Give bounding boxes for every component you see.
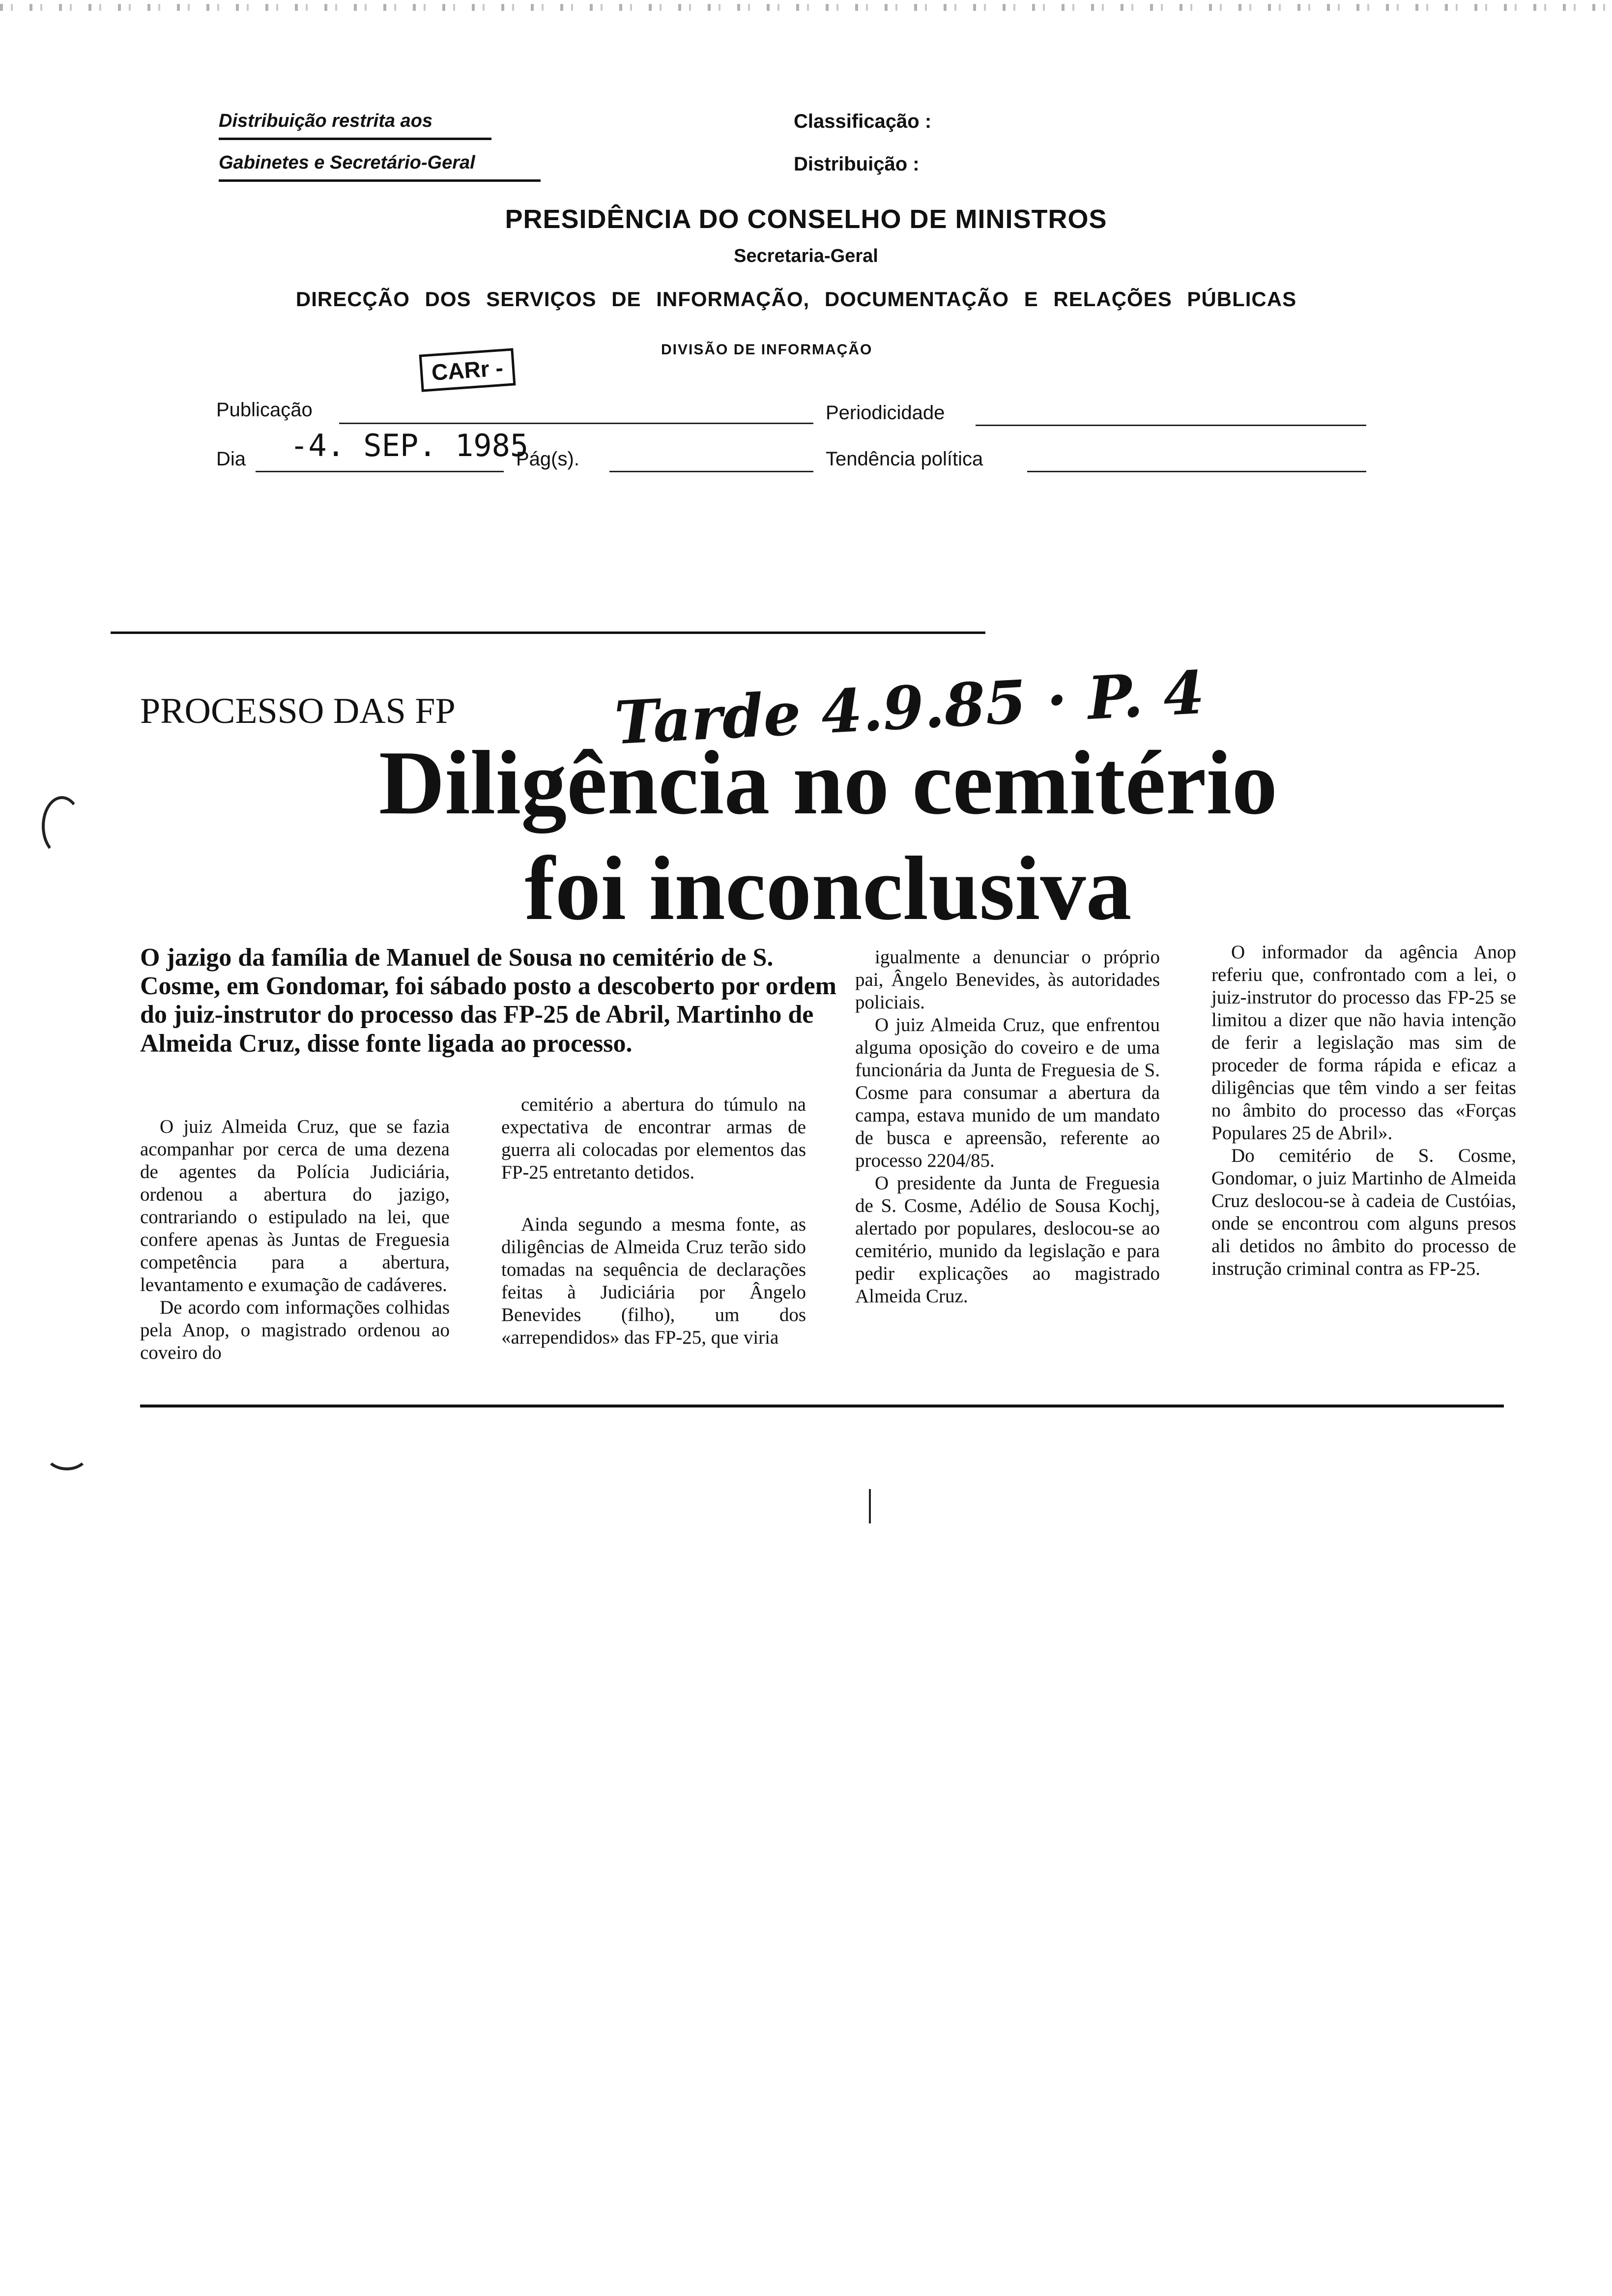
pages-field-line [609,471,813,472]
clipping-bottom-rule [140,1405,1504,1407]
headline-line2: foi inconclusiva [524,838,1132,939]
scan-noise [0,4,1612,11]
article-lead: O jazigo da família de Manuel de Sousa no cemitério de S. Cosme, em Gondomar, foi sábado posto a descoberto por ordem do juiz-instrutor do processo das FP-25 de Abril, Martinho de Almeida Cruz, disse fonte ligada ao processo. [140,944,836,1058]
scan-artifact-tick [869,1489,871,1523]
column-3-paragraph-2: O juiz Almeida Cruz, que enfrentou alguma oposição do coveiro e de uma funcionária da Junta de Freguesia de S. Cosme para consumar a abertura da campa, estava munido de um mandato de busca e apreensão, referente ao processo 2204/85. [855,1014,1160,1172]
column-2-paragraph-1: cemitério a abertura do túmulo na expectativa de encontrar armas de guerra ali colocadas por elementos das FP-25 entretanto detidos. [501,1094,806,1183]
article-column-1 [140,1116,450,1364]
division-label: DIVISÃO DE INFORMAÇÃO [661,342,873,358]
political-tendency-field-line [1027,471,1366,472]
article-column-2 [501,1093,806,1349]
restricted-distribution-line2: Gabinetes e Secretário-Geral [219,152,475,173]
column-3-paragraph-3: O presidente da Junta de Freguesia de S. Cosme, Adélio de Sousa Kochj, alertado por populares, deslocou-se ao cemitério, munido da legislação e para pedir explicações ao magistrado Almeida Cruz. [855,1173,1160,1307]
pages-label: Pág(s). [516,448,579,470]
distribution-label: Distribuição : [794,153,920,175]
handwritten-source-note: Tarde 4.9.85 · P. 4 [613,658,1206,758]
clipping-top-rule [111,631,985,634]
day-value: -4. SEP. 1985 [290,428,529,463]
political-tendency-label: Tendência política [826,448,983,470]
punch-hole-mark-lower [44,1435,89,1470]
org-subtitle: Secretaria-Geral [734,246,878,266]
article-column-4 [1211,941,1516,1280]
column-1-paragraph-1: O juiz Almeida Cruz, que se fazia acompanhar por cerca de uma dezena de agentes da Polícia Judiciária, ordenou a abertura do jazigo, contrariando o estipulado na lei, que confere apenas às Juntas de Freguesia competência para a abertura, levantamento e exumação de cadáveres. [140,1116,450,1296]
punch-hole-mark-upper [42,796,82,856]
day-field-line [256,471,504,472]
publication-field-line [339,423,813,424]
headline-line1: Diligência no cemitério [378,732,1278,833]
publication-stamp: CARr - [419,348,516,392]
day-label: Dia [216,448,246,470]
restricted-underline-2 [219,179,541,182]
article-column-3 [855,946,1160,1308]
restricted-underline [219,138,491,140]
column-3-paragraph-1: igualmente a denunciar o próprio pai, Ângelo Benevides, às autoridades policiais. [855,947,1160,1013]
restricted-distribution-line1: Distribuição restrita aos [219,111,433,131]
periodicity-field-line [976,425,1366,426]
classification-label: Classificação : [794,111,932,132]
column-1-paragraph-2: De acordo com informações colhidas pela Anop, o magistrado ordenou ao coveiro do [140,1297,450,1364]
directorate-line: DIRECÇÃO DOS SERVIÇOS DE INFORMAÇÃO, DOCUMENTAÇÃO E RELAÇÕES PÚBLICAS [295,287,1297,311]
periodicity-label: Periodicidade [826,402,945,424]
article-kicker: PROCESSO DAS FP [140,691,456,731]
column-2-paragraph-2: Ainda segundo a mesma fonte, as diligências de Almeida Cruz terão sido tomadas na sequência de declarações feitas à Judiciária por Ângelo Benevides (filho), um dos «arrependidos» das FP-25, que viria [501,1214,806,1349]
column-4-paragraph-1: O informador da agência Anop referiu que, confrontado com a lei, o juiz-instrutor do processo das FP-25 se limitou a dizer que não havia intenção de ferir a legislação mas sim de proceder de forma rápida e eficaz a diligências que têm vindo a ser feitas no âmbito do processo das «Forças Populares 25 de Abril». [1211,942,1516,1144]
publication-label: Publicação [216,399,313,421]
column-4-paragraph-2: Do cemitério de S. Cosme, Gondomar, o juiz Martinho de Almeida Cruz deslocou-se à cadeia de Custóias, onde se encontrou com alguns presos ali detidos no âmbito do processo de instrução criminal contra as FP-25. [1211,1145,1516,1280]
org-title: PRESIDÊNCIA DO CONSELHO DE MINISTROS [505,204,1107,234]
